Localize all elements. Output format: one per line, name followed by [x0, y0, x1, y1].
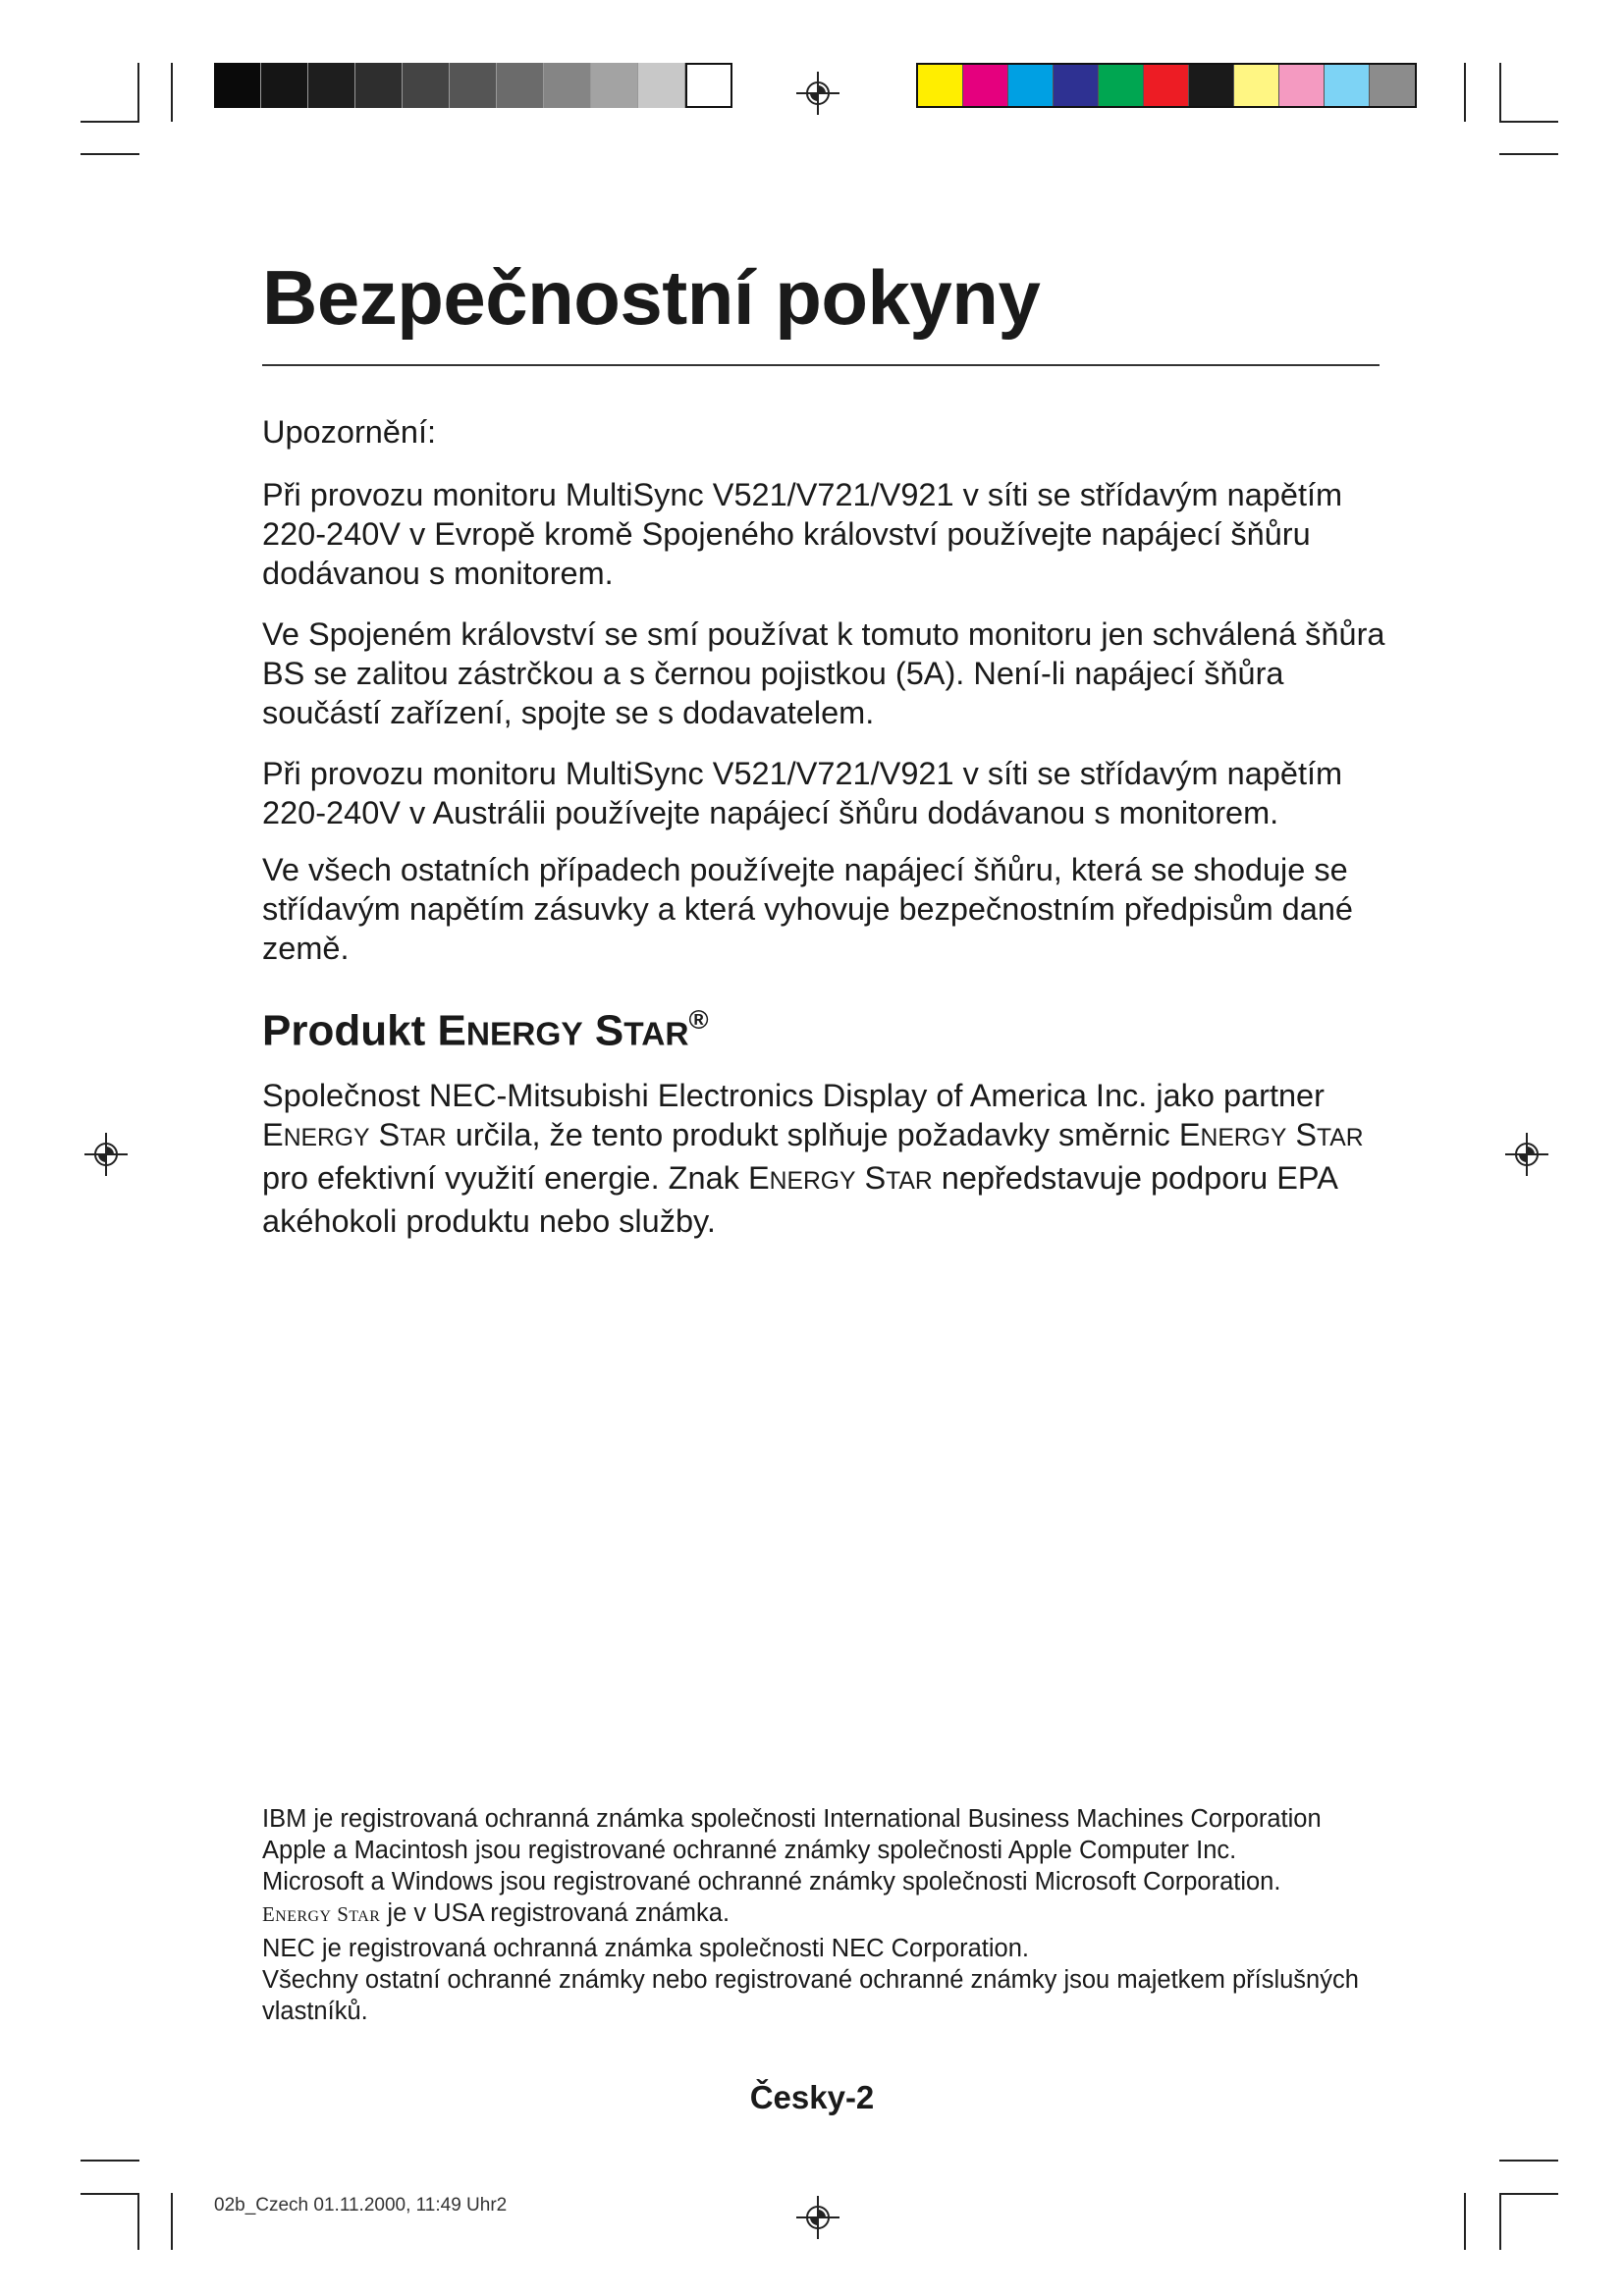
color-swatch — [1234, 65, 1279, 106]
grey-calibration-bar — [214, 63, 732, 108]
term-text: S — [378, 1117, 401, 1152]
grey-swatch — [544, 63, 591, 108]
energy-star-paragraph — [262, 1076, 1391, 1241]
paragraph-text: Ve Spojeném království se smí používat k tomuto monitoru jen schválená šňůra BS se zalitou zástrčkou a s černou pojistkou (5A). Není-li napájecí šňůra součástí zařízení, spojte se s dodavatelem. — [262, 616, 1385, 730]
registered-mark: ® — [688, 1004, 709, 1035]
trademark-text: je v USA registrovaná známka. — [380, 1899, 731, 1927]
registration-mark-icon — [796, 2196, 839, 2239]
safety-paragraph — [262, 850, 1391, 968]
trademark-line: IBM je registrovaná ochranná známka společnosti International Business Machines Corporation — [262, 1805, 1322, 1833]
energy-star-term — [262, 1902, 380, 1926]
heading-text: S — [594, 1006, 624, 1055]
term-text: S — [337, 1902, 350, 1926]
trademark-line: NEC je registrovaná ochranná známka společnosti NEC Corporation. — [262, 1935, 1029, 1962]
trademark-line: Apple a Macintosh jsou registrované ochranné známky společnosti Apple Computer Inc. — [262, 1837, 1237, 1864]
safety-paragraph — [262, 475, 1391, 593]
term-text: E — [262, 1117, 284, 1152]
term-text: TAR — [400, 1125, 447, 1151]
grey-swatch — [355, 63, 403, 108]
energy-star-term — [262, 1117, 447, 1152]
term-text: NERGY — [275, 1908, 332, 1925]
grey-swatch — [308, 63, 355, 108]
paragraph-text: nepředstavuje podporu EPA akéhokoli produktu nebo služby. — [262, 1160, 1337, 1239]
term-text: E — [262, 1902, 276, 1926]
color-swatch — [963, 65, 1008, 106]
grey-swatch — [638, 63, 685, 108]
registration-mark-icon — [84, 1133, 128, 1176]
color-swatch — [1189, 65, 1234, 106]
color-swatch — [1279, 65, 1325, 106]
grey-swatch — [403, 63, 450, 108]
energy-star-term — [1179, 1117, 1364, 1152]
term-text: E — [1178, 1117, 1201, 1152]
page-number: Česky-2 — [749, 2079, 875, 2115]
trademark-line: Všechny ostatní ochranné známky nebo registrované ochranné známky jsou majetkem příslušných vlastníků. — [262, 1966, 1359, 2025]
term-text: NERGY — [283, 1125, 370, 1151]
energy-star-heading — [262, 1004, 709, 1055]
color-calibration-bar — [916, 63, 1417, 108]
term-text: NERGY — [1200, 1125, 1287, 1151]
color-swatch — [1099, 65, 1144, 106]
energy-star-term — [748, 1160, 933, 1196]
print-info: 02b_Czech 01.11.2000, 11:49 Uhr2 — [214, 2195, 508, 2216]
color-swatch — [1054, 65, 1099, 106]
paragraph-text: pro efektivní využití energie. Znak — [262, 1160, 748, 1196]
term-text: TAR — [349, 1908, 381, 1925]
color-swatch — [1370, 65, 1415, 106]
trademark-notes — [262, 1803, 1401, 2027]
paragraph-text: Společnost NEC-Mitsubishi Electronics Display of America Inc. jako partner — [262, 1078, 1325, 1113]
page-title: Bezpečnostní pokyny — [262, 254, 1041, 341]
heading-text: Produkt — [262, 1006, 438, 1055]
safety-paragraph — [262, 614, 1391, 732]
paragraph-text: určila, že tento produkt splňuje požadavky směrnic — [446, 1117, 1179, 1152]
grey-swatch — [214, 63, 261, 108]
color-swatch — [918, 65, 963, 106]
term-text: S — [864, 1160, 887, 1196]
term-text: E — [747, 1160, 770, 1196]
term-text: S — [1295, 1117, 1318, 1152]
grey-swatch — [450, 63, 497, 108]
trademark-line: Microsoft a Windows jsou registrované ochranné známky společnosti Microsoft Corporation. — [262, 1868, 1281, 1896]
heading-text: NERGY — [465, 1016, 583, 1053]
safety-paragraph — [262, 754, 1391, 832]
term-text: TAR — [1317, 1125, 1364, 1151]
grey-swatch — [591, 63, 638, 108]
trademark-line — [262, 1897, 1401, 1933]
registration-mark-icon — [796, 72, 839, 115]
color-swatch — [1325, 65, 1370, 106]
title-divider — [262, 364, 1380, 366]
grey-swatch — [497, 63, 544, 108]
term-text: NERGY — [769, 1168, 856, 1195]
grey-swatch — [261, 63, 308, 108]
safety-section — [262, 412, 1391, 452]
paragraph-text: Při provozu monitoru MultiSync V521/V721/V921 v síti se střídavým napětím 220-240V v Evropě kromě Spojeného království používejte napájecí šňůru dodávanou s monitorem. — [262, 477, 1343, 591]
color-swatch — [1008, 65, 1054, 106]
heading-text: TAR — [623, 1016, 689, 1053]
paragraph-text: Při provozu monitoru MultiSync V521/V721/V921 v síti se střídavým napětím 220-240V v Austrálii používejte napájecí šňůru dodávanou s monitorem. — [262, 756, 1343, 830]
paragraph-text: Ve všech ostatních případech používejte napájecí šňůru, která se shoduje se střídavým napětím zásuvky a která vyhovuje bezpečnostním předpisům dané země. — [262, 852, 1353, 966]
color-swatch — [1144, 65, 1189, 106]
warning-label: Upozornění: — [262, 414, 437, 450]
registration-mark-icon — [1505, 1133, 1548, 1176]
heading-text: E — [437, 1006, 466, 1055]
grey-swatch — [685, 63, 732, 108]
term-text: TAR — [886, 1168, 933, 1195]
